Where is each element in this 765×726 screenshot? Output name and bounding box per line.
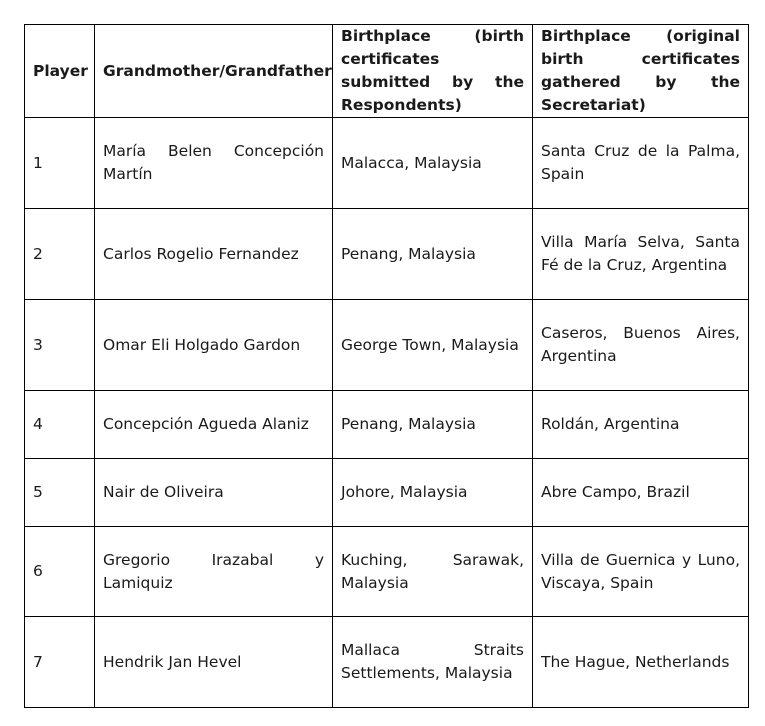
table-row bbox=[25, 118, 749, 209]
birthplace-respondents: Penang, Malaysia bbox=[333, 391, 533, 459]
header-birthplace-secretariat: Birthplace (original birth certificates gathered by the Secretariat) bbox=[533, 25, 749, 118]
birthplace-respondents: Kuching, Sarawak, Malaysia bbox=[333, 527, 533, 617]
player-number: 1 bbox=[25, 118, 95, 209]
birthplace-secretariat: Santa Cruz de la Palma, Spain bbox=[533, 118, 749, 209]
player-number: 2 bbox=[25, 209, 95, 300]
birthplace-respondents: Penang, Malaysia bbox=[333, 209, 533, 300]
header-player: Player bbox=[25, 25, 95, 118]
birthplace-secretariat: Caseros, Buenos Aires, Argentina bbox=[533, 300, 749, 391]
table-row bbox=[25, 391, 749, 459]
header-birthplace-respondents: Birthplace (birth certificates submitted by the Respondents) bbox=[333, 25, 533, 118]
birthplace-secretariat: Abre Campo, Brazil bbox=[533, 459, 749, 527]
grandparent-name: Concepción Agueda Alaniz bbox=[95, 391, 333, 459]
table-row bbox=[25, 300, 749, 391]
table-row bbox=[25, 459, 749, 527]
grandparent-name: Nair de Oliveira bbox=[95, 459, 333, 527]
grandparent-name: Gregorio Irazabal y Lamiquiz bbox=[95, 527, 333, 617]
player-number: 7 bbox=[25, 617, 95, 708]
player-number: 6 bbox=[25, 527, 95, 617]
birthplace-table bbox=[24, 24, 749, 708]
grandparent-name: María Belen Concepción Martín bbox=[95, 118, 333, 209]
header-grandparent: Grandmother/Grandfather bbox=[95, 25, 333, 118]
grandparent-name: Omar Eli Holgado Gardon bbox=[95, 300, 333, 391]
birthplace-respondents: Malacca, Malaysia bbox=[333, 118, 533, 209]
birthplace-respondents: Mallaca Straits Settlements, Malaysia bbox=[333, 617, 533, 708]
birthplace-secretariat: Villa de Guernica y Luno, Viscaya, Spain bbox=[533, 527, 749, 617]
grandparent-name: Carlos Rogelio Fernandez bbox=[95, 209, 333, 300]
birthplace-secretariat: The Hague, Netherlands bbox=[533, 617, 749, 708]
birthplace-respondents: George Town, Malaysia bbox=[333, 300, 533, 391]
player-number: 4 bbox=[25, 391, 95, 459]
player-number: 5 bbox=[25, 459, 95, 527]
grandparent-name: Hendrik Jan Hevel bbox=[95, 617, 333, 708]
table-row bbox=[25, 209, 749, 300]
table-header bbox=[25, 25, 749, 118]
birthplace-respondents: Johore, Malaysia bbox=[333, 459, 533, 527]
player-number: 3 bbox=[25, 300, 95, 391]
birthplace-secretariat: Villa María Selva, Santa Fé de la Cruz, Argentina bbox=[533, 209, 749, 300]
table-body bbox=[25, 118, 749, 708]
table-row bbox=[25, 527, 749, 617]
header-row bbox=[25, 25, 749, 118]
birthplace-secretariat: Roldán, Argentina bbox=[533, 391, 749, 459]
table-row bbox=[25, 617, 749, 708]
